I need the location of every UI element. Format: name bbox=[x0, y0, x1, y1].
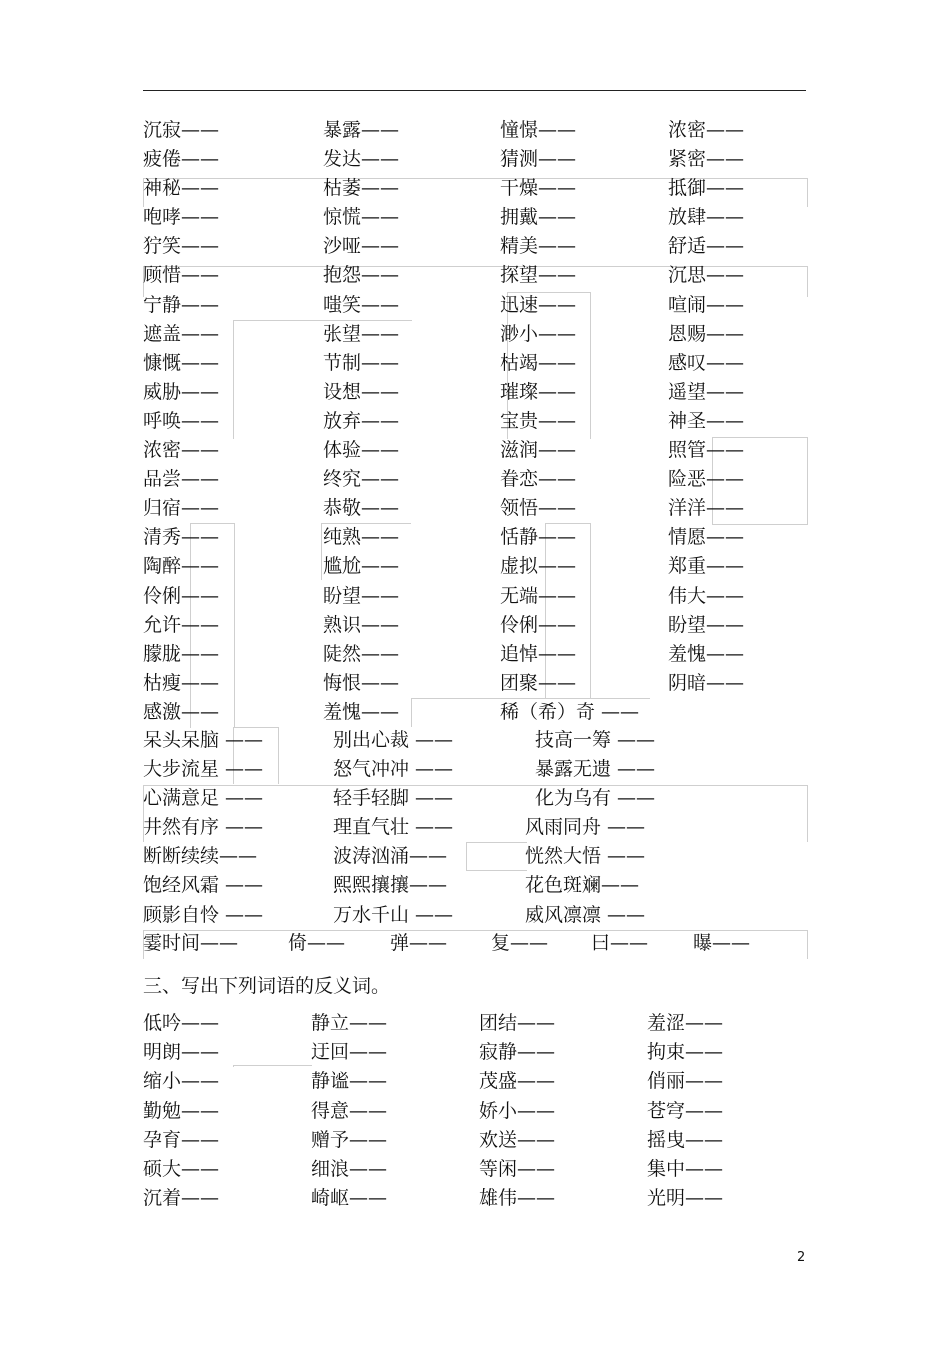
word-entry: 追悼—— bbox=[500, 642, 577, 665]
word-entry: 浓密—— bbox=[668, 119, 745, 141]
idiom-grid bbox=[143, 726, 806, 930]
word-entry: 设想—— bbox=[323, 380, 400, 403]
word-entry: 霎时间—— bbox=[143, 932, 239, 954]
word-entry: 陡然—— bbox=[323, 642, 400, 665]
word-entry: 羞愧—— bbox=[323, 700, 400, 723]
word-entry: 喧闹—— bbox=[668, 293, 745, 316]
idiom-entry: 轻手轻脚 —— bbox=[333, 787, 454, 810]
word-row bbox=[143, 1184, 806, 1213]
idiom-entry: 熙熙攘攘—— bbox=[333, 874, 448, 897]
word-entry: 崎岖—— bbox=[311, 1187, 388, 1210]
word-entry: 品尝—— bbox=[143, 468, 220, 491]
word-entry: 眷恋—— bbox=[500, 468, 577, 491]
word-entry: 细浪—— bbox=[311, 1157, 388, 1180]
idiom-entry: 大步流星 —— bbox=[143, 758, 264, 781]
word-entry: 阴暗—— bbox=[668, 671, 745, 694]
word-entry: 伟大—— bbox=[668, 584, 745, 607]
word-entry: 娇小—— bbox=[479, 1099, 556, 1122]
word-row bbox=[143, 261, 806, 290]
word-entry: 遥望—— bbox=[668, 380, 745, 403]
word-entry: 稀（希）奇 —— bbox=[500, 700, 640, 723]
word-entry: 张望—— bbox=[323, 322, 400, 345]
word-entry: 抵御—— bbox=[668, 177, 745, 200]
word-entry: 神圣—— bbox=[668, 409, 745, 432]
word-entry: 复—— bbox=[491, 932, 549, 954]
idiom-row bbox=[143, 784, 806, 813]
word-row bbox=[143, 1155, 806, 1184]
word-entry: 神秘—— bbox=[143, 177, 220, 200]
word-entry: 茂盛—— bbox=[479, 1070, 556, 1093]
word-entry: 疲倦—— bbox=[143, 148, 220, 171]
word-entry: 寂静—— bbox=[479, 1041, 556, 1064]
word-entry: 归宿—— bbox=[143, 497, 220, 520]
word-row bbox=[143, 523, 806, 552]
word-entry: 赠予—— bbox=[311, 1128, 388, 1151]
word-entry: 迅速—— bbox=[500, 293, 577, 316]
word-entry: 悔恨—— bbox=[323, 671, 400, 694]
antonym-word-grid bbox=[143, 1009, 806, 1213]
word-row bbox=[143, 436, 806, 465]
word-entry: 精美—— bbox=[500, 235, 577, 258]
word-entry: 光明—— bbox=[647, 1187, 724, 1210]
word-row bbox=[143, 174, 806, 203]
page-number: 2 bbox=[797, 1250, 806, 1265]
word-entry: 放肆—— bbox=[668, 206, 745, 229]
word-entry: 伶俐—— bbox=[143, 584, 220, 607]
word-entry: 体验—— bbox=[323, 439, 400, 462]
word-entry: 照管—— bbox=[668, 439, 745, 462]
word-entry: 虚拟—— bbox=[500, 555, 577, 578]
word-entry: 感激—— bbox=[143, 700, 220, 723]
word-entry: 朦胧—— bbox=[143, 642, 220, 665]
word-entry: 羞愧—— bbox=[668, 642, 745, 665]
word-entry: 沉寂—— bbox=[143, 119, 220, 141]
word-entry: 孕育—— bbox=[143, 1128, 220, 1151]
word-row bbox=[143, 611, 806, 640]
idiom-entry: 别出心裁 —— bbox=[333, 729, 454, 751]
word-row bbox=[143, 1126, 806, 1155]
word-entry: 陶醉—— bbox=[143, 555, 220, 578]
word-entry: 低吟—— bbox=[143, 1012, 220, 1034]
word-entry: 暴露—— bbox=[323, 119, 400, 141]
idiom-row bbox=[143, 901, 806, 930]
word-entry: 拥戴—— bbox=[500, 206, 577, 229]
word-entry: 干燥—— bbox=[500, 177, 577, 200]
word-row bbox=[143, 291, 806, 320]
word-row bbox=[143, 552, 806, 581]
word-entry: 无端—— bbox=[500, 584, 577, 607]
word-entry: 险恶—— bbox=[668, 468, 745, 491]
idiom-entry: 威风凛凛 —— bbox=[525, 903, 646, 926]
word-entry: 俏丽—— bbox=[647, 1070, 724, 1093]
word-entry: 羞涩—— bbox=[647, 1012, 724, 1034]
word-row bbox=[143, 1009, 806, 1038]
word-entry: 渺小—— bbox=[500, 322, 577, 345]
word-row bbox=[143, 1038, 806, 1067]
idiom-entry: 理直气壮 —— bbox=[333, 816, 454, 839]
word-row bbox=[143, 494, 806, 523]
word-entry: 沙哑—— bbox=[323, 235, 400, 258]
word-row bbox=[143, 1067, 806, 1096]
word-entry: 顾惜—— bbox=[143, 264, 220, 287]
idiom-entry: 风雨同舟 —— bbox=[525, 816, 646, 839]
word-entry: 滋润—— bbox=[500, 439, 577, 462]
word-entry: 沉思—— bbox=[668, 264, 745, 287]
word-entry: 伶俐—— bbox=[500, 613, 577, 636]
word-entry: 宁静—— bbox=[143, 293, 220, 316]
word-entry: 盼望—— bbox=[668, 613, 745, 636]
word-row bbox=[143, 1097, 806, 1126]
idiom-entry: 暴露无遗 —— bbox=[535, 758, 656, 781]
word-entry: 苍穹—— bbox=[647, 1099, 724, 1122]
word-entry: 尴尬—— bbox=[323, 555, 400, 578]
idiom-entry: 化为乌有 —— bbox=[535, 787, 656, 810]
word-row bbox=[143, 232, 806, 261]
word-row bbox=[143, 465, 806, 494]
word-entry: 领悟—— bbox=[500, 497, 577, 520]
word-entry: 璀璨—— bbox=[500, 380, 577, 403]
word-entry: 静立—— bbox=[311, 1012, 388, 1034]
word-entry: 弹—— bbox=[390, 932, 448, 954]
word-entry: 得意—— bbox=[311, 1099, 388, 1122]
word-entry: 洋洋—— bbox=[668, 497, 745, 520]
word-row bbox=[143, 669, 806, 698]
word-entry: 雄伟—— bbox=[479, 1187, 556, 1210]
word-entry: 威胁—— bbox=[143, 380, 220, 403]
word-entry: 嗤笑—— bbox=[323, 293, 400, 316]
word-entry: 发达—— bbox=[323, 148, 400, 171]
word-row bbox=[143, 582, 806, 611]
word-row bbox=[143, 407, 806, 436]
word-entry: 恭敬—— bbox=[323, 497, 400, 520]
word-entry: 憧憬—— bbox=[500, 119, 577, 141]
word-row bbox=[143, 698, 806, 727]
idiom-entry: 波涛汹涌—— bbox=[333, 845, 448, 868]
antonym-section-heading: 三、写出下列词语的反义词。 bbox=[143, 975, 391, 997]
word-entry: 咆哮—— bbox=[143, 206, 220, 229]
header-rule bbox=[143, 90, 806, 91]
word-entry: 狞笑—— bbox=[143, 235, 220, 258]
idiom-row bbox=[143, 842, 806, 871]
word-row bbox=[143, 145, 806, 174]
idiom-entry: 恍然大悟 —— bbox=[525, 845, 646, 868]
word-entry: 欢送—— bbox=[479, 1128, 556, 1151]
word-entry: 曝—— bbox=[693, 932, 751, 954]
word-entry: 倚—— bbox=[288, 932, 346, 954]
idiom-entry: 万水千山 —— bbox=[333, 903, 454, 926]
word-entry: 允许—— bbox=[143, 613, 220, 636]
word-row bbox=[143, 320, 806, 349]
word-entry: 遮盖—— bbox=[143, 322, 220, 345]
word-entry: 枯竭—— bbox=[500, 351, 577, 374]
word-entry: 明朗—— bbox=[143, 1041, 220, 1064]
word-entry: 曰—— bbox=[591, 932, 649, 954]
word-entry: 摇曳—— bbox=[647, 1128, 724, 1151]
idiom-row bbox=[143, 755, 806, 784]
word-entry: 迂回—— bbox=[311, 1041, 388, 1064]
word-entry: 放弃—— bbox=[323, 409, 400, 432]
word-entry: 感叹—— bbox=[668, 351, 745, 374]
idiom-entry: 饱经风霜 —— bbox=[143, 874, 264, 897]
word-entry: 拘束—— bbox=[647, 1041, 724, 1064]
word-entry: 清秀—— bbox=[143, 526, 220, 549]
idiom-entry: 技高一筹 —— bbox=[535, 729, 656, 751]
synonym-word-grid bbox=[143, 116, 806, 727]
idiom-entry: 心满意足 —— bbox=[143, 787, 264, 810]
word-entry: 紧密—— bbox=[668, 148, 745, 171]
word-entry: 集中—— bbox=[647, 1157, 724, 1180]
word-entry: 探望—— bbox=[500, 264, 577, 287]
word-entry: 节制—— bbox=[323, 351, 400, 374]
idiom-row bbox=[143, 871, 806, 900]
word-entry: 等闲—— bbox=[479, 1157, 556, 1180]
word-entry: 团结—— bbox=[479, 1012, 556, 1034]
word-entry: 惊慌—— bbox=[323, 206, 400, 229]
idiom-entry: 断断续续—— bbox=[143, 845, 258, 868]
word-row bbox=[143, 349, 806, 378]
idiom-entry: 花色斑斓—— bbox=[525, 874, 640, 897]
word-entry: 枯瘦—— bbox=[143, 671, 220, 694]
word-entry: 恬静—— bbox=[500, 526, 577, 549]
word-entry: 静谧—— bbox=[311, 1070, 388, 1093]
word-entry: 舒适—— bbox=[668, 235, 745, 258]
word-row bbox=[143, 203, 806, 232]
word-row bbox=[143, 640, 806, 669]
word-entry: 呼唤—— bbox=[143, 409, 220, 432]
word-entry: 慷慨—— bbox=[143, 351, 220, 374]
word-entry: 熟识—— bbox=[323, 613, 400, 636]
idiom-entry: 怒气冲冲 —— bbox=[333, 758, 454, 781]
word-entry: 勤勉—— bbox=[143, 1099, 220, 1122]
word-entry: 恩赐—— bbox=[668, 322, 745, 345]
word-entry: 团聚—— bbox=[500, 671, 577, 694]
word-entry: 猜测—— bbox=[500, 148, 577, 171]
word-entry: 纯熟—— bbox=[323, 526, 400, 549]
word-entry: 枯萎—— bbox=[323, 177, 400, 200]
word-entry: 情愿—— bbox=[668, 526, 745, 549]
word-entry: 浓密—— bbox=[143, 439, 220, 462]
word-entry: 沉着—— bbox=[143, 1187, 220, 1210]
word-row bbox=[143, 378, 806, 407]
word-entry: 抱怨—— bbox=[323, 264, 400, 287]
word-entry: 郑重—— bbox=[668, 555, 745, 578]
single-character-row bbox=[143, 929, 806, 958]
word-row bbox=[143, 116, 806, 145]
idiom-entry: 井然有序 —— bbox=[143, 816, 264, 839]
word-entry: 宝贵—— bbox=[500, 409, 577, 432]
idiom-row bbox=[143, 726, 806, 755]
word-entry: 终究—— bbox=[323, 468, 400, 491]
idiom-entry: 呆头呆脑 —— bbox=[143, 729, 264, 751]
idiom-entry: 顾影自怜 —— bbox=[143, 903, 264, 926]
word-entry: 盼望—— bbox=[323, 584, 400, 607]
word-entry: 硕大—— bbox=[143, 1157, 220, 1180]
idiom-row bbox=[143, 813, 806, 842]
word-entry: 缩小—— bbox=[143, 1070, 220, 1093]
